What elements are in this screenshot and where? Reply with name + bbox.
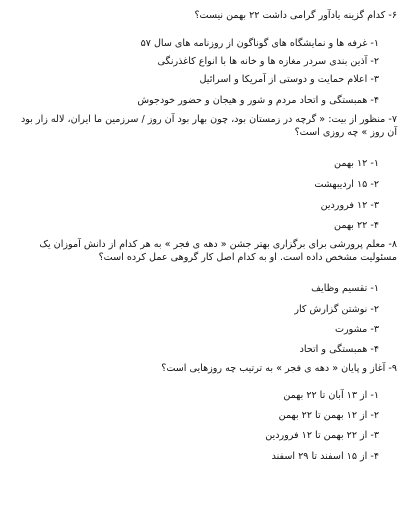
question-9: ۹- آغاز و پایان « دهه ی فجر » به ترتیب چه روزهایی است؟: [161, 363, 397, 374]
q9-option-2: ۲- از ۱۲ بهمن تا ۲۲ بهمن: [278, 410, 379, 421]
q8-option-4: ۴- همبستگی و اتحاد: [299, 344, 379, 355]
q9-option-3: ۳- از ۲۲ بهمن تا ۱۲ فروردین: [265, 430, 379, 441]
q6-option-4: ۴- همبستگی و اتحاد مردم و شور و هیجان و حضور خودجوش: [137, 95, 379, 106]
question-8: ۸- معلم پرورشی برای برگزاری بهتر جشن « دهه ی فجر » به هر کدام از دانش آموزان یک مسئولیت مشخص داده است. او به کدام اصل کار گروهی عمل کرده است؟: [39, 239, 397, 263]
q6-option-1: ۱- غرفه ها و نمایشگاه های گوناگون از روزنامه های سال ۵۷: [140, 38, 379, 49]
question-7: ۷- منظور از بیت: « گرچه در زمستان بود، چون بهار بود آن روز / سرزمین ما ایران، لاله زار بود آن روز » چه روزی است؟: [20, 114, 397, 138]
q9-option-1: ۱- از ۱۳ آبان تا ۲۲ بهمن: [283, 390, 379, 401]
q8-option-2: ۲- نوشتن گزارش کار: [294, 304, 379, 315]
q7-option-4: ۴- ۲۲ بهمن: [334, 220, 379, 231]
question-6: ۶- کدام گزینه یادآور گرامی داشت ۲۲ بهمن نیست؟: [194, 10, 397, 21]
q7-option-2: ۲- ۱۵ اردیبهشت: [314, 179, 379, 190]
q6-option-2: ۲- آذین بندی سردر مغازه ها و خانه ها با انواع کاغذرنگی: [157, 56, 379, 67]
q7-option-1: ۱- ۱۲ بهمن: [334, 158, 379, 169]
q7-option-3: ۳- ۱۲ فروردین: [320, 200, 379, 211]
q6-option-3: ۳- اعلام حمایت و دوستی از آمریکا و اسرائیل: [199, 74, 379, 85]
q8-option-1: ۱- تقسیم وظایف: [311, 283, 379, 294]
q8-option-3: ۳- مشورت: [335, 324, 379, 335]
q9-option-4: ۴- از ۱۵ اسفند تا ۲۹ اسفند: [271, 451, 379, 462]
